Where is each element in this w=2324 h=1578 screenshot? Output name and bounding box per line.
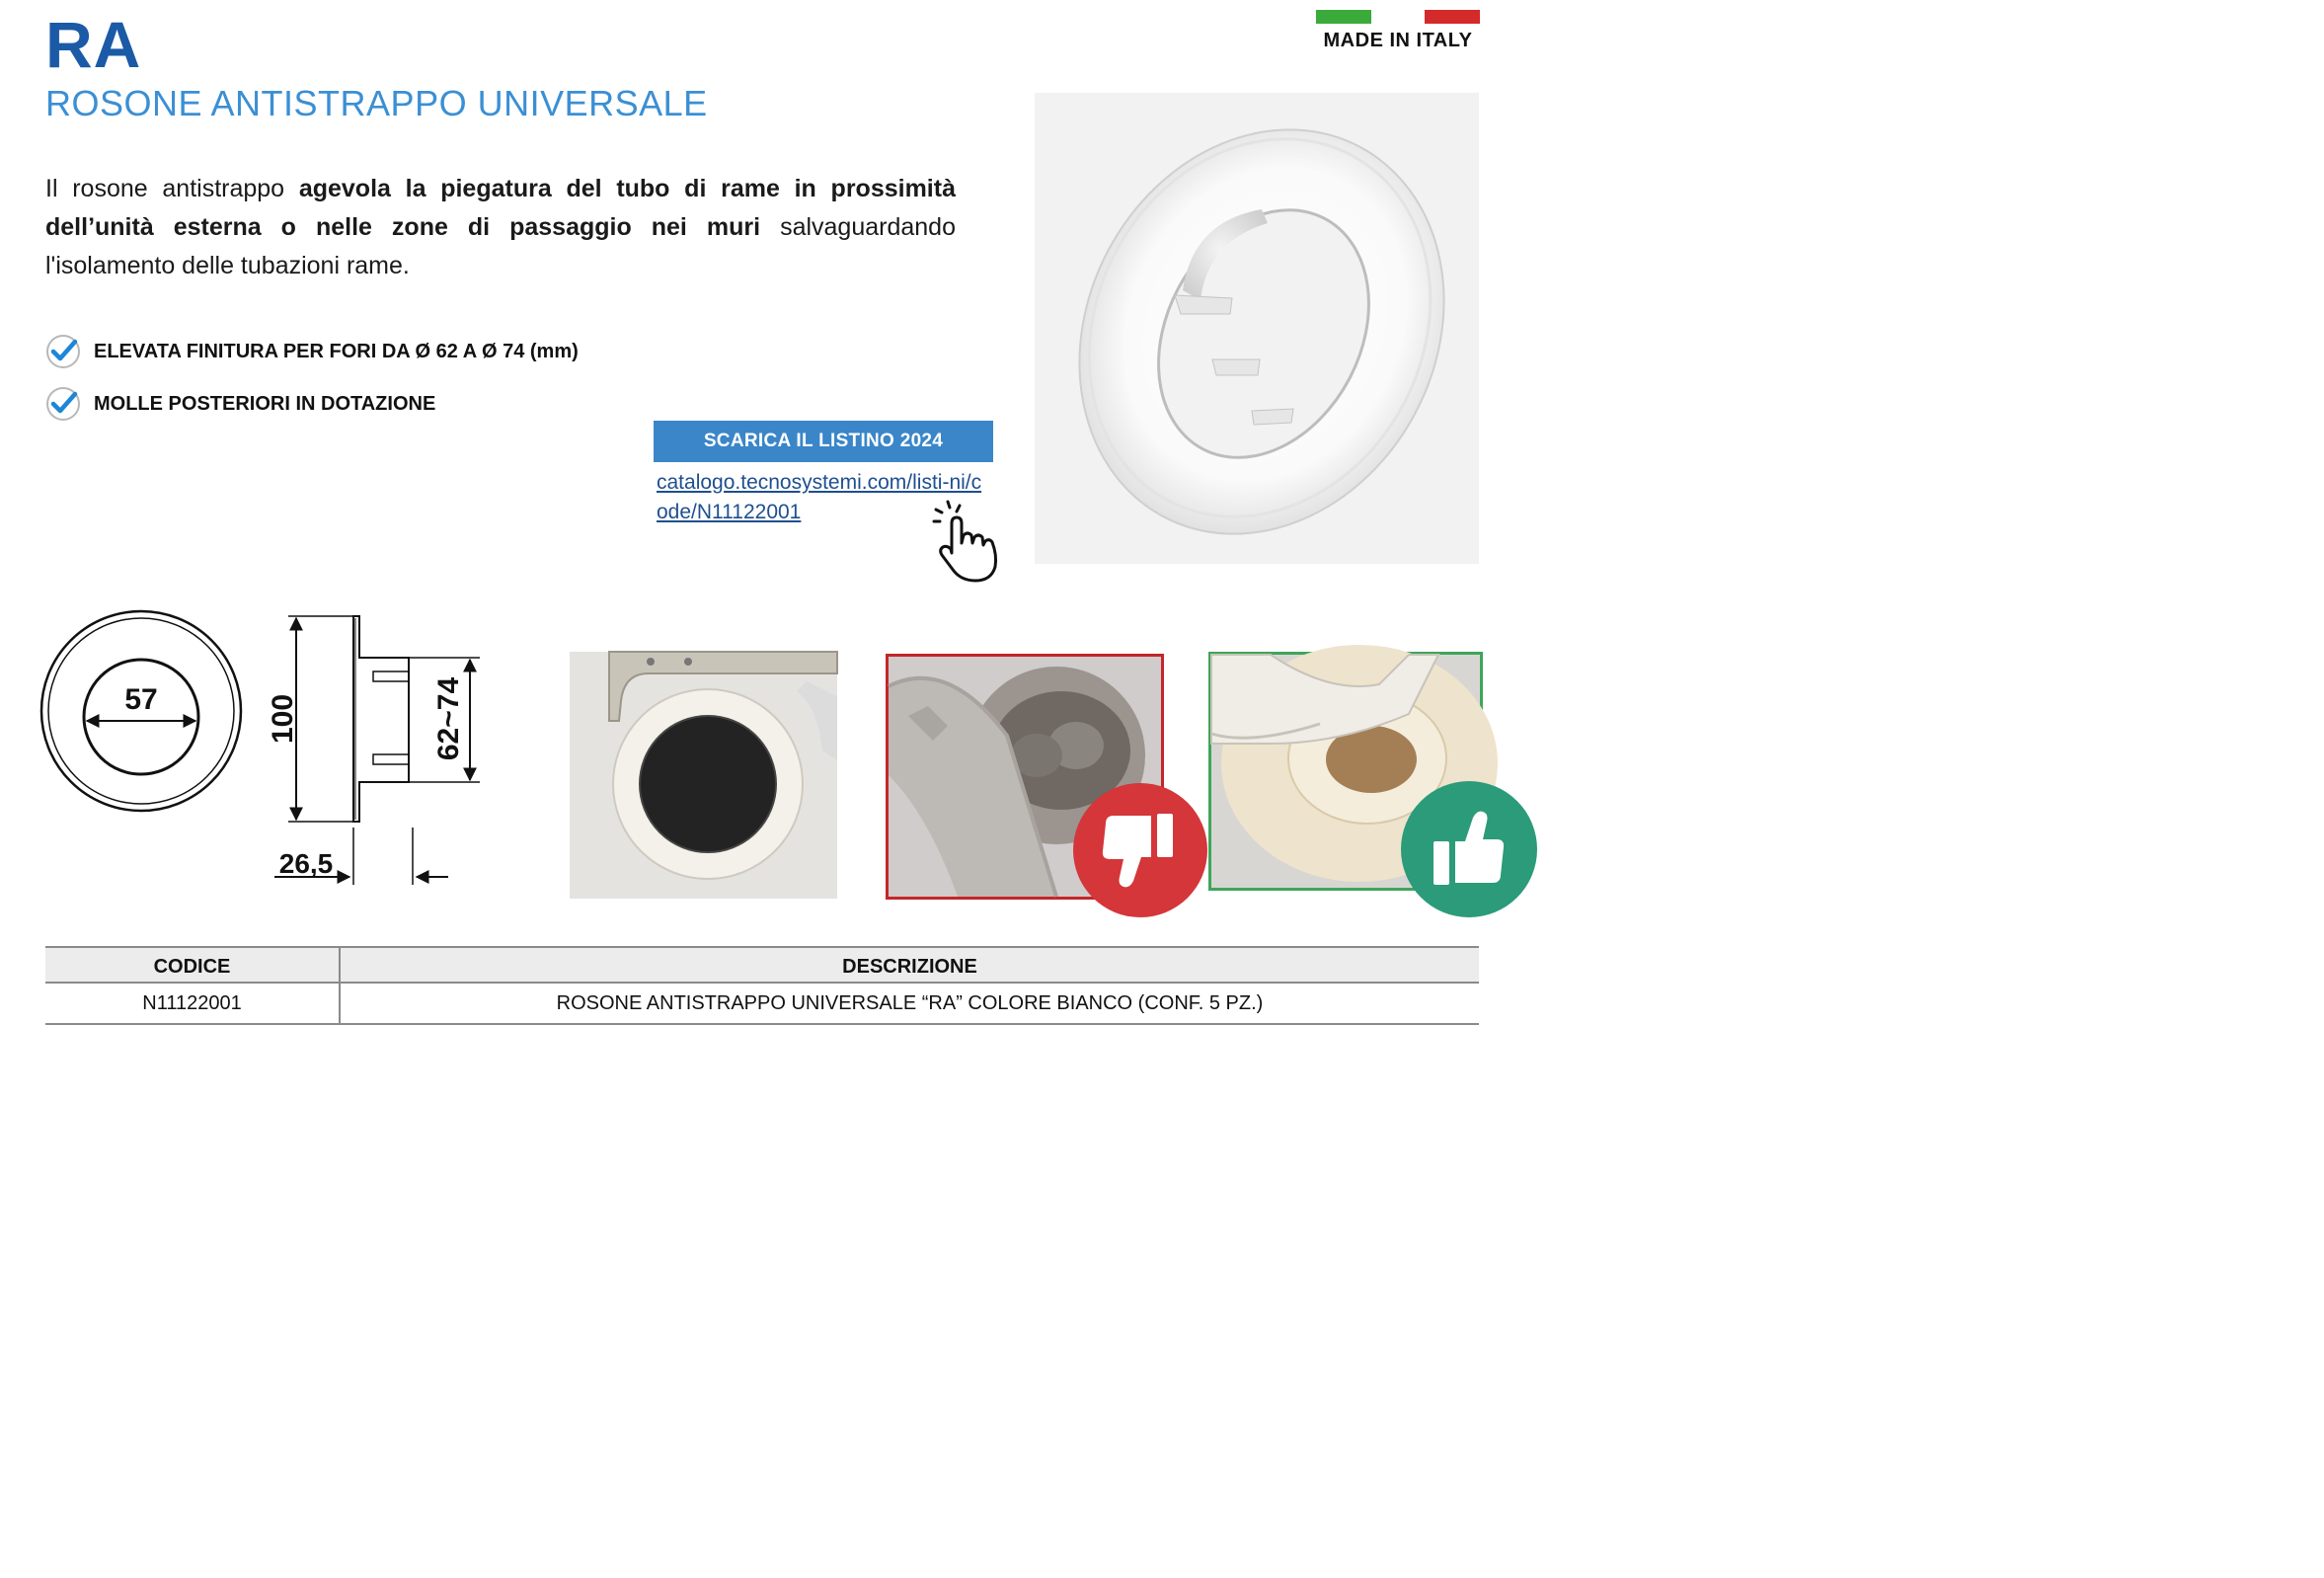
cell-code: N11122001 bbox=[45, 983, 340, 1024]
description-text-end: salvaguardando l'isolamento delle tubazioni rame. bbox=[45, 213, 956, 279]
thumbs-up-icon bbox=[1400, 780, 1538, 918]
installed-rosette-photo bbox=[570, 652, 837, 899]
product-table bbox=[45, 946, 1479, 1025]
outer-diameter-label: 100 bbox=[267, 693, 299, 745]
product-description bbox=[45, 170, 956, 285]
thumbs-down-icon bbox=[1072, 782, 1208, 918]
hole-range-label: 62~74 bbox=[432, 676, 465, 761]
cell-description: ROSONE ANTISTRAPPO UNIVERSALE “RA” COLORE BIANCO (CONF. 5 PZ.) bbox=[340, 983, 1479, 1024]
description-text: Il rosone antistrappo bbox=[45, 175, 299, 202]
header-code: CODICE bbox=[45, 947, 340, 983]
feature-item bbox=[45, 334, 579, 369]
pointing-hand-icon bbox=[926, 494, 1005, 585]
inner-diameter-label: 57 bbox=[124, 683, 158, 716]
product-subtitle: ROSONE ANTISTRAPPO UNIVERSALE bbox=[45, 83, 708, 123]
product-photo bbox=[1035, 93, 1479, 564]
description-bold: agevola la piegatura del tubo di rame in prossimità dell’unità esterna o nelle zone di passaggio nei muri bbox=[45, 175, 956, 241]
table-row bbox=[45, 983, 1479, 1024]
made-in-label: MADE IN ITALY bbox=[1323, 30, 1473, 51]
download-price-list-button[interactable]: SCARICA IL LISTINO 2024 bbox=[654, 421, 993, 462]
header-description: DESCRIZIONE bbox=[340, 947, 1479, 983]
feature-label: MOLLE POSTERIORI IN DOTAZIONE bbox=[94, 392, 436, 415]
feature-label: ELEVATA FINITURA PER FORI DA Ø 62 A Ø 74 (mm) bbox=[94, 340, 579, 362]
feature-item bbox=[45, 386, 435, 422]
check-circle-icon bbox=[45, 334, 81, 369]
table-header-row bbox=[45, 947, 1479, 983]
depth-label: 26,5 bbox=[278, 848, 334, 879]
italian-flag-icon bbox=[1316, 10, 1480, 24]
check-circle-icon bbox=[45, 386, 81, 422]
catalog-link[interactable]: catalogo.tecnosystemi.com/listi-ni/code/N11122001 bbox=[657, 471, 982, 523]
technical-drawing bbox=[39, 610, 465, 887]
product-code-title: RA bbox=[45, 8, 142, 81]
